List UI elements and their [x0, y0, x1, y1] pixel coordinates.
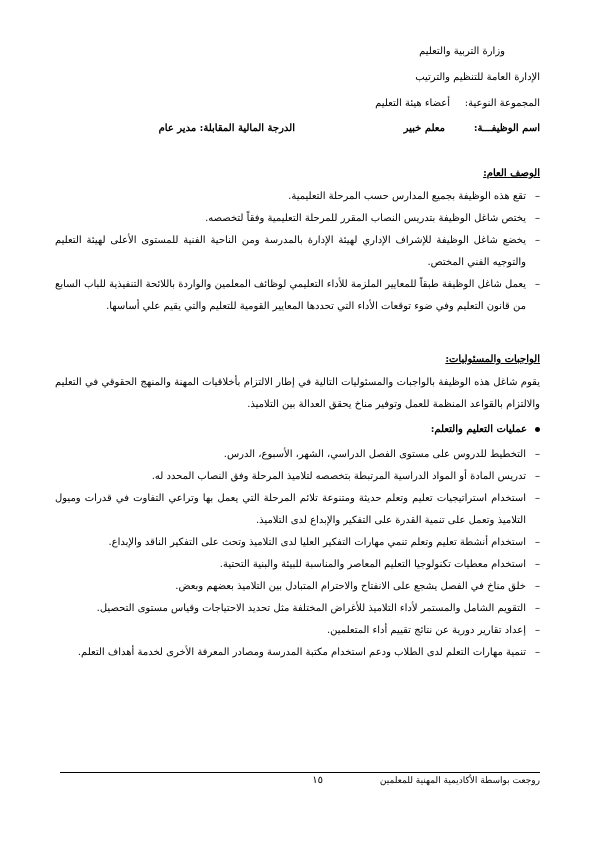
list-item: – التقويم الشامل والمستمر لأداء التلاميذ للأغراض المختلفة مثل تحديد الاحتياجات وقياس مستوى التحصيل.: [55, 598, 540, 620]
list-item: – يعمل شاغل الوظيفة طبقاً للمعايير الملزمة للأداء التعليمي لوظائف المعلمين والواردة باللائحة التنفيذية للباب السابع من قانون التعليم وفي ضوء توقعات الأداء التي تحددها المعايير القومية للتعليم والتي يقيم علي أساسها.: [55, 274, 540, 318]
list-item: – استخدام استراتيجيات تعليم وتعلم حديثة ومتنوعة تلائم المرحلة التي يعمل بها وتراعي التفاوت في قدرات وميول التلاميذ وتعمل على تنمية القدرة على التفكير والإبداع لدى التلاميذ.: [55, 488, 540, 532]
duties-intro: يقوم شاغل هذه الوظيفة بالواجبات والمسئوليات التالية في إطار الالتزام بأخلاقيات المهنة والمنهج الحقوقي في التعليم والالتزام بالقواعد المنظمة للعمل وتوفير مناخ يحقق العدالة بين التلاميذ.: [55, 377, 540, 410]
footer-divider: [60, 772, 540, 773]
duties-title: الواجبات والمسئوليات:: [445, 354, 540, 365]
job-name-value: معلم خبير: [403, 123, 445, 134]
general-description-list-wrap: [55, 186, 540, 318]
duties-list: [55, 444, 540, 664]
bullet-icon: [535, 427, 540, 432]
teaching-section-title: عمليات التعليم والتعلم:: [430, 424, 527, 435]
teaching-section-heading: [431, 424, 540, 435]
list-item: – تقع هذه الوظيفة بجميع المدارس حسب المرحلة التعليمية.: [55, 186, 540, 208]
list-item: – التخطيط للدروس على مستوى الفصل الدراسي، الشهر، الأسبوع، الدرس.: [55, 444, 540, 466]
general-description-title: الوصف العام:: [483, 168, 540, 179]
list-item: – يخضع شاغل الوظيفة للإشراف الإداري لهيئة الإدارة بالمدرسة ومن الناحية الفنية للمستوى الأعلى لهيئة التعليم والتوجيه الفني المختص.: [55, 230, 540, 274]
list-item: – تنمية مهارات التعلم لدى الطلاب ودعم استخدام مكتبة المدرسة ومصادر المعرفة الأخرى لخدمة أهداف التعلم.: [55, 642, 540, 664]
list-item: – خلق مناخ في الفصل يشجع على الانفتاح والاحترام المتبادل بين التلاميذ بعضهم وبعض.: [55, 576, 540, 598]
duties-list-wrap: [55, 444, 540, 664]
group-label: المجموعة النوعية:: [464, 98, 540, 109]
group-value: أعضاء هيئة التعليم: [375, 98, 450, 109]
list-item: – استخدام معطيات تكنولوجيا التعليم المعاصر والمناسبة للبيئة والبنية التحتية.: [55, 554, 540, 576]
department-name: الإدارة العامة للتنظيم والترتيب: [415, 72, 540, 83]
job-name-label: اسم الوظيفـــة:: [473, 123, 540, 134]
ministry-name: وزارة التربية والتعليم: [419, 46, 505, 57]
list-item: – يختص شاغل الوظيفة بتدريس النصاب المقرر للمرحلة التعليمية وفقاً لتخصصه.: [55, 208, 540, 230]
grade-label: الدرجة المالية المقابلة: مدير عام: [158, 123, 295, 134]
list-item: – استخدام أنشطة تعليم وتعلم تنمي مهارات التفكير العليا لدى التلاميذ وتحث على التفكير الناقد والإبداع.: [55, 532, 540, 554]
footer-reviewed-by: روجعت بواسطة الأكاديمية المهنية للمعلمين: [379, 776, 540, 786]
list-item: – إعداد تقارير دورية عن نتائج تقييم أداء المتعلمين.: [55, 620, 540, 642]
page-number: ١٥: [312, 775, 323, 786]
list-item: – تدريس المادة أو المواد الدراسية المرتبطة بتخصصه لتلاميذ المرحلة وفق النصاب المحدد له.: [55, 466, 540, 488]
general-description-list: [55, 186, 540, 318]
